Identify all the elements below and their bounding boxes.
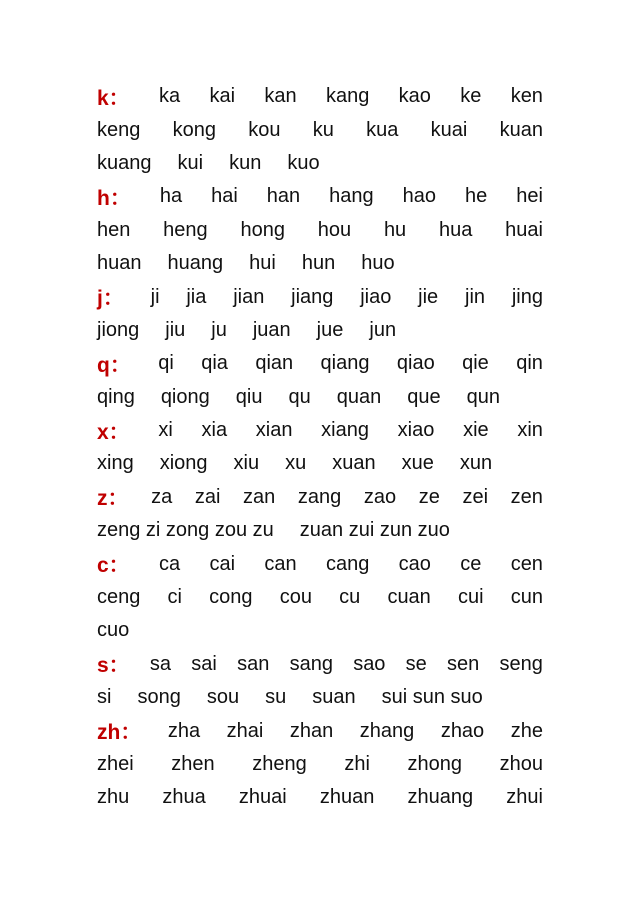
continuation-row [97, 247, 543, 280]
pinyin-syllable: zhen [171, 753, 215, 775]
pinyin-syllable: qiang [320, 352, 370, 375]
pinyin-syllable: qu [288, 385, 311, 408]
pinyin-syllable: sai [191, 652, 217, 675]
pinyin-syllable: zhe [510, 719, 543, 742]
initial-label: s： [97, 654, 130, 678]
initial-label: j： [97, 287, 124, 311]
pinyin-syllable: sou [206, 686, 240, 709]
pinyin-syllable: jun [369, 318, 397, 341]
initial-label: q： [97, 353, 131, 377]
pinyin-syllable: zhai [226, 719, 264, 742]
pinyin-syllable: huan [97, 252, 142, 275]
pinyin-syllable: zhua [162, 786, 206, 809]
initial-row [97, 648, 543, 681]
pinyin-syllable: xia [201, 419, 228, 442]
initial-row [97, 714, 543, 747]
pinyin-syllable: xue [401, 452, 434, 475]
pinyin-syllable: zhao [440, 719, 485, 742]
pinyin-syllable: jian [233, 285, 265, 308]
initial-label: x： [97, 420, 130, 444]
pinyin-syllable: kan [264, 85, 297, 108]
initial-row [97, 80, 543, 113]
initial-row [97, 414, 543, 447]
initial-label: h： [97, 186, 131, 210]
pinyin-syllable: zhei [97, 753, 134, 775]
pinyin-syllable: cui [457, 586, 484, 609]
pinyin-syllable: xian [255, 419, 293, 442]
pinyin-syllable: su [265, 686, 287, 709]
pinyin-syllable: xiu [233, 452, 260, 475]
pinyin-syllable: hao [402, 185, 437, 208]
continuation-row [97, 314, 543, 347]
pinyin-syllable: jie [418, 285, 439, 308]
pinyin-syllable: sa [149, 652, 172, 675]
pinyin-syllable: sao [353, 652, 386, 675]
pinyin-syllable: se [405, 652, 427, 675]
pinyin-syllable: kuo [287, 151, 320, 174]
pinyin-syllable: kui [177, 151, 204, 174]
pinyin-syllable: cao [398, 552, 431, 575]
pinyin-syllable: xie [463, 419, 489, 442]
pinyin-syllable: zeng zi zong zou zu [97, 519, 274, 542]
pinyin-syllable: hong [240, 218, 285, 241]
pinyin-syllable: xi [158, 419, 173, 442]
pinyin-syllable: ji [150, 285, 160, 308]
pinyin-syllable: ku [312, 118, 334, 141]
pinyin-syllable: qiu [235, 385, 263, 408]
pinyin-syllable: xiao [397, 419, 435, 442]
pinyin-syllable: hui [249, 252, 276, 275]
continuation-row [97, 614, 543, 647]
continuation-row [97, 681, 543, 714]
pinyin-syllable: hu [383, 218, 407, 241]
pinyin-syllable: zhuan [319, 786, 375, 809]
continuation-row [97, 447, 543, 480]
pinyin-syllable: jiang [291, 285, 334, 308]
continuation-row [97, 113, 543, 146]
pinyin-syllable: suan [312, 686, 356, 709]
pinyin-syllable: zhu [97, 786, 130, 809]
pinyin-syllable: zhui [506, 786, 543, 809]
continuation-row [97, 781, 543, 814]
pinyin-syllable: zei [462, 485, 489, 508]
pinyin-syllable: qie [462, 352, 489, 375]
pinyin-syllable: zhang [359, 719, 415, 742]
pinyin-syllable: jiong [97, 318, 140, 341]
pinyin-syllable: kong [172, 118, 216, 141]
pinyin-syllable: sen [447, 652, 480, 675]
pinyin-syllable: que [407, 385, 441, 408]
initial-label: z： [97, 487, 129, 511]
pinyin-syllable: hei [516, 185, 543, 208]
pinyin-syllable: sang [289, 652, 333, 675]
initial-label: c： [97, 554, 130, 578]
pinyin-syllable: zan [243, 485, 276, 508]
pinyin-syllable: qiong [160, 385, 210, 408]
pinyin-syllable: he [465, 185, 488, 208]
pinyin-syllable: kang [325, 85, 370, 108]
pinyin-syllable: zhou [499, 753, 543, 775]
pinyin-syllable: hai [211, 185, 238, 208]
pinyin-syllable: ce [460, 552, 482, 575]
pinyin-syllable: keng [97, 118, 141, 141]
pinyin-syllable: zha [167, 719, 201, 742]
pinyin-syllable: kou [248, 118, 281, 141]
pinyin-syllable: jin [465, 285, 486, 308]
pinyin-syllable: xun [459, 452, 493, 475]
initial-label: zh： [97, 721, 142, 745]
pinyin-syllable: jiu [165, 318, 186, 341]
initial-row [97, 347, 543, 380]
pinyin-syllable: cuan [387, 586, 431, 609]
pinyin-syllable: zhuai [238, 786, 287, 809]
pinyin-syllable: juan [252, 318, 291, 341]
pinyin-syllable: kua [366, 118, 399, 141]
pinyin-syllable: ke [460, 85, 482, 108]
pinyin-syllable: cou [279, 586, 312, 609]
pinyin-syllable: zen [510, 485, 543, 508]
pinyin-syllable: kuan [499, 118, 543, 141]
pinyin-syllable: kao [398, 85, 431, 108]
pinyin-syllable: ju [211, 318, 227, 341]
pinyin-syllable: zhuang [407, 786, 474, 809]
pinyin-syllable: ca [159, 552, 181, 575]
initial-row [97, 280, 543, 313]
pinyin-syllable: zhong [407, 753, 463, 775]
pinyin-syllable: ze [418, 485, 440, 508]
pinyin-syllable: kuai [430, 118, 468, 141]
pinyin-syllable: zang [297, 485, 342, 508]
pinyin-syllable: zai [194, 485, 221, 508]
pinyin-syllable: huang [167, 252, 224, 275]
pinyin-syllable: zao [363, 485, 397, 508]
pinyin-syllable: qia [201, 352, 228, 375]
pinyin-syllable: han [266, 185, 301, 208]
pinyin-syllable: za [151, 485, 173, 508]
pinyin-syllable: qun [466, 385, 500, 408]
pinyin-syllable: qin [516, 352, 543, 375]
pinyin-syllable: song [137, 686, 181, 709]
pinyin-syllable: huo [361, 252, 395, 275]
pinyin-syllable: san [237, 652, 270, 675]
pinyin-syllable: cong [209, 586, 253, 609]
pinyin-syllable: xiang [321, 419, 369, 442]
pinyin-syllable: qian [255, 352, 294, 375]
pinyin-syllable: cu [339, 586, 361, 609]
pinyin-syllable: cai [209, 552, 236, 575]
continuation-row [97, 581, 543, 614]
pinyin-syllable: can [264, 552, 297, 575]
pinyin-syllable: hua [438, 218, 473, 241]
pinyin-syllable: qiao [396, 352, 435, 375]
pinyin-syllable: zheng [252, 753, 307, 775]
pinyin-syllable: cen [510, 552, 543, 575]
pinyin-syllable: hang [329, 185, 374, 208]
pinyin-syllable: hun [301, 252, 336, 275]
continuation-row [97, 514, 543, 547]
pinyin-syllable: sui sun suo [381, 686, 483, 709]
pinyin-syllable: ceng [97, 586, 141, 609]
continuation-row [97, 381, 543, 414]
initial-row [97, 481, 543, 514]
continuation-row [97, 748, 543, 781]
pinyin-syllable: huai [505, 218, 543, 241]
pinyin-syllable: seng [499, 652, 543, 675]
pinyin-syllable: cang [325, 552, 370, 575]
pinyin-syllable: kai [209, 85, 236, 108]
pinyin-syllable: xu [285, 452, 307, 475]
pinyin-syllable: ha [159, 185, 183, 208]
pinyin-syllable: ci [167, 586, 182, 609]
pinyin-syllable: zuan zui zun zuo [299, 519, 450, 542]
initial-row [97, 547, 543, 580]
pinyin-syllable: ken [510, 85, 543, 108]
pinyin-syllable: quan [336, 385, 382, 408]
pinyin-syllable: jing [511, 285, 543, 308]
initial-row [97, 180, 543, 213]
continuation-row [97, 214, 543, 247]
pinyin-syllable-list [97, 80, 543, 815]
pinyin-syllable: qing [97, 385, 135, 408]
pinyin-syllable: jue [316, 318, 344, 341]
pinyin-syllable: cuo [97, 619, 130, 642]
pinyin-syllable: xuan [332, 452, 376, 475]
pinyin-syllable: kun [229, 151, 262, 174]
pinyin-syllable: jia [186, 285, 207, 308]
pinyin-syllable: hen [97, 218, 131, 241]
pinyin-syllable: zhi [344, 753, 370, 775]
pinyin-syllable: jiao [360, 285, 392, 308]
pinyin-syllable: xiong [159, 452, 208, 475]
pinyin-syllable: heng [163, 218, 208, 241]
pinyin-syllable: cun [510, 586, 543, 609]
pinyin-syllable: qi [158, 352, 174, 375]
pinyin-syllable: xing [97, 452, 134, 475]
pinyin-syllable: xin [517, 419, 543, 442]
pinyin-syllable: kuang [97, 151, 152, 174]
initial-label: k： [97, 86, 130, 110]
pinyin-syllable: si [97, 686, 112, 709]
continuation-row [97, 147, 543, 180]
pinyin-syllable: ka [159, 85, 181, 108]
pinyin-syllable: zhan [289, 719, 334, 742]
pinyin-syllable: hou [317, 218, 352, 241]
